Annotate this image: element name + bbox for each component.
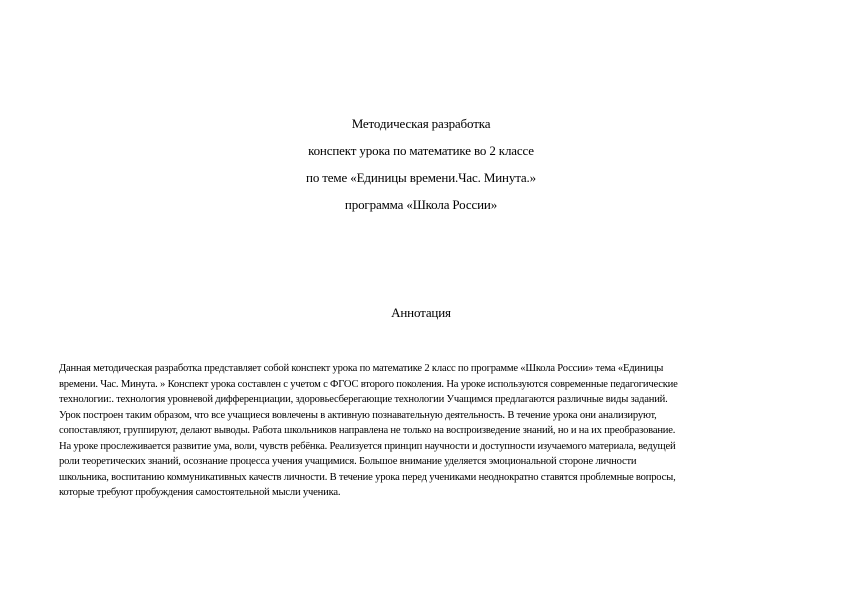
annotation-line: школьника, воспитанию коммуникативных качеств личности. В течение урока перед учениками неоднократно ставятся проблемные вопросы, — [59, 471, 676, 483]
annotation-line: сопоставляют, группируют, делают выводы. Работа школьников направлена не только на воспроизведение знаний, но и на их преобразование. — [59, 425, 676, 436]
annotation-heading: Аннотация — [391, 305, 451, 320]
title-block — [0, 117, 842, 225]
annotation-line: Данная методическая разработка представляет собой конспект урока по математике 2 класс по программе «Школа России» тема «Единицы — [59, 363, 664, 374]
annotation-line: На уроке прослеживается развитие ума, воли, чувств ребёнка. Реализуется принцип научности и доступности изучаемого материала, ведущей — [59, 440, 676, 452]
annotation-line: которые требуют пробуждения самостоятельной мысли ученика. — [59, 487, 341, 498]
title-line-3: по теме «Единицы времени.Час. Минута.» — [306, 170, 536, 185]
annotation-line: времени. Час. Минута. » Конспект урока составлен с учетом с ФГОС второго поколения. На уроке используются современные педагогические — [59, 378, 678, 390]
title-line-4: программа «Школа России» — [344, 197, 498, 212]
annotation-line: Урок построен таким образом, что все учащиеся вовлечены в активную познавательную деятельность. В течение урока они анализируют, — [59, 409, 657, 421]
title-line-2: конспект урока по математике во 2 классе — [308, 143, 534, 158]
annotation-paragraph — [59, 361, 789, 501]
annotation-line: роли теоретических знаний, осознание процесса учения учащимися. Большое внимание уделяется эмоциональной стороне личности — [59, 456, 637, 467]
title-line-1: Методическая разработка — [351, 116, 491, 131]
annotation-line: технологии:. технология уровневой дифференциации, здоровьесберегающие технологии Учащимся предлагаются различные виды заданий. — [59, 394, 668, 405]
